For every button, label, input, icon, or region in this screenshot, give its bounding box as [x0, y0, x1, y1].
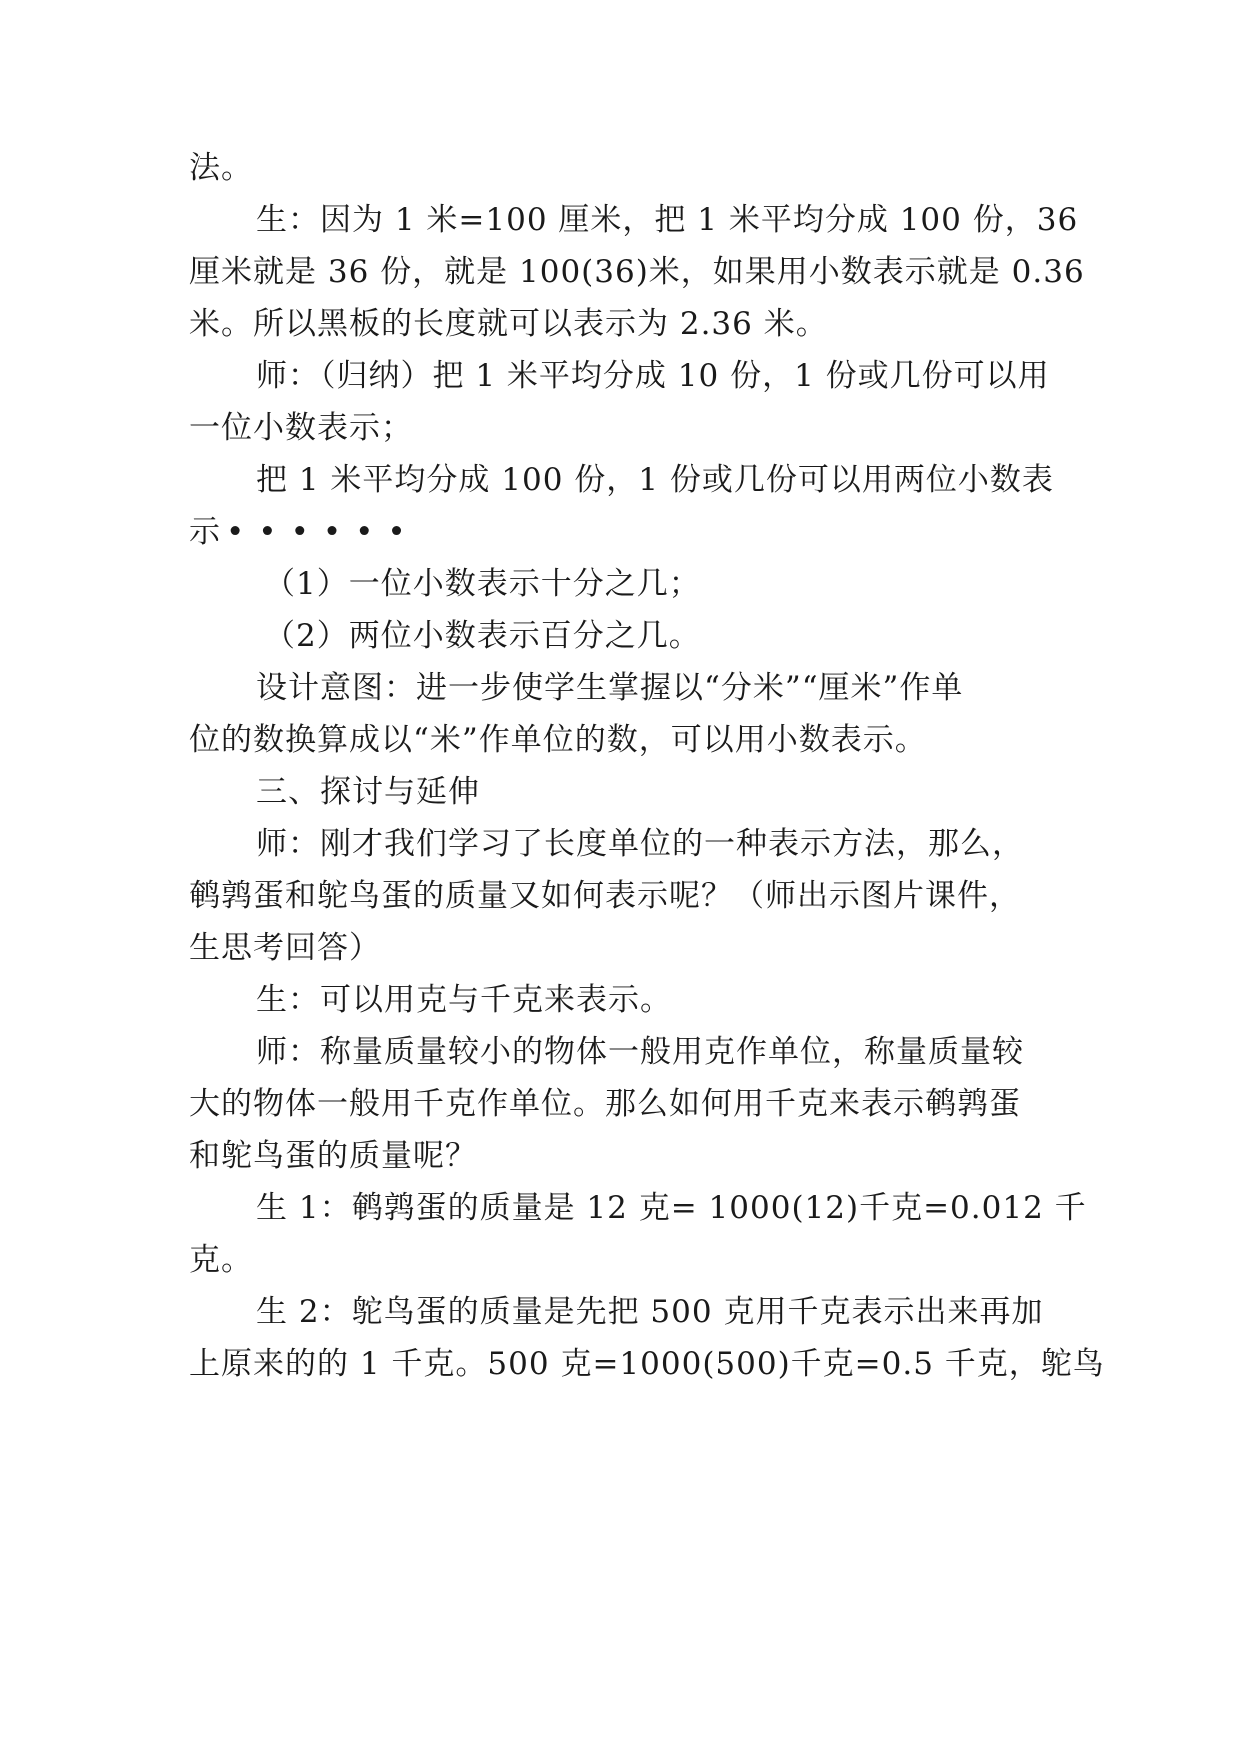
text-line: 示 [189, 514, 221, 550]
text-line: 生思考回答） [189, 930, 381, 966]
text-line: 鹌鹑蛋和鸵鸟蛋的质量又如何表示呢？（师出示图片课件， [189, 878, 1021, 914]
text-line: 法。 [189, 150, 253, 186]
text-line: （1）一位小数表示十分之几； [264, 566, 701, 602]
text-line: 师：称量质量较小的物体一般用克作单位，称量质量较 [256, 1034, 1024, 1070]
text-line: 米。所以黑板的长度就可以表示为 2.36 米。 [189, 306, 828, 342]
section-heading: 三、探讨与延伸 [256, 774, 480, 810]
text-line: 大的物体一般用千克作单位。那么如何用千克来表示鹌鹑蛋 [189, 1086, 1021, 1122]
text-line: 师：（归纳）把 1 米平均分成 10 份，1 份或几份可以用 [256, 358, 1050, 394]
text-line: 克。 [189, 1242, 253, 1278]
text-line: 师：刚才我们学习了长度单位的一种表示方法，那么， [256, 826, 1024, 862]
text-line: 生 2：鸵鸟蛋的质量是先把 500 克用千克表示出来再加 [256, 1294, 1044, 1330]
text-line: 把 1 米平均分成 100 份，1 份或几份可以用两位小数表 [256, 462, 1054, 498]
text-line: 上原来的的 1 千克。500 克=1000(500)千克=0.5 千克，鸵鸟 [189, 1346, 1105, 1382]
text-line: 生：可以用克与千克来表示。 [256, 982, 672, 1018]
ellipsis-dots: •••••• [226, 514, 420, 550]
text-line: 生：因为 1 米=100 厘米，把 1 米平均分成 100 份，36 [256, 202, 1079, 238]
text-line: 一位小数表示； [189, 410, 413, 446]
text-line: 厘米就是 36 份，就是 100(36)米，如果用小数表示就是 0.36 [189, 254, 1085, 290]
text-line: 设计意图：进一步使学生掌握以“分米”“厘米”作单 [256, 670, 964, 706]
text-line: 和鸵鸟蛋的质量呢？ [189, 1138, 477, 1174]
text-line: （2）两位小数表示百分之几。 [264, 618, 701, 654]
text-line: 生 1：鹌鹑蛋的质量是 12 克= 1000(12)千克=0.012 千 [256, 1190, 1087, 1226]
text-line: 位的数换算成以“米”作单位的数，可以用小数表示。 [189, 722, 927, 758]
